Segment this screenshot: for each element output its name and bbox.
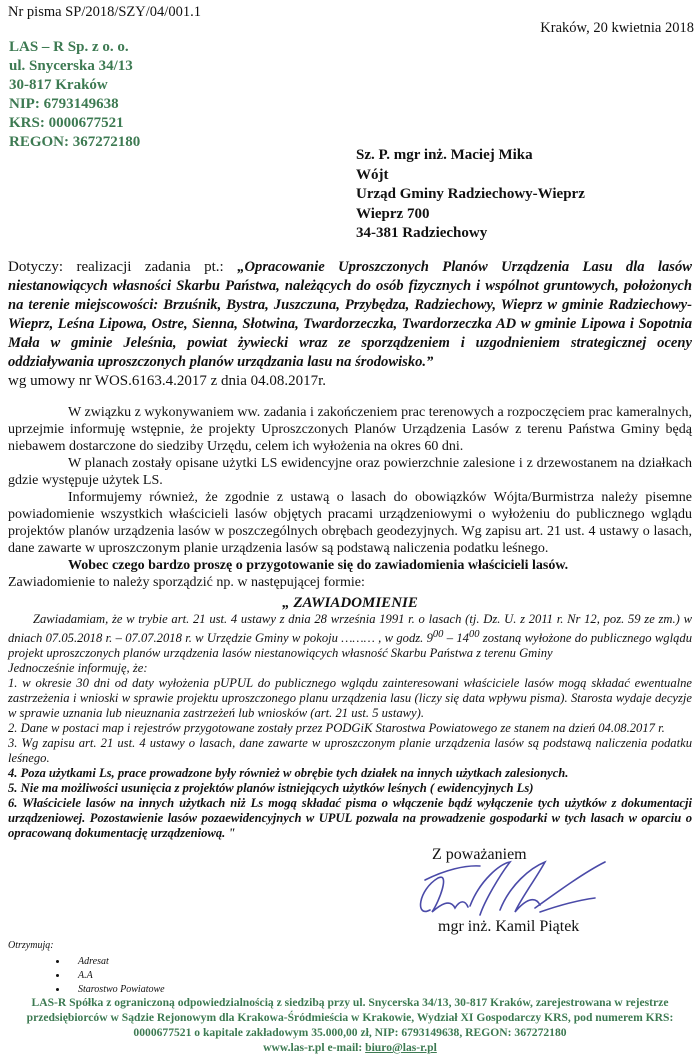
sender-city: 30-817 Kraków: [9, 77, 108, 93]
reference-number: Nr pisma SP/2018/SZY/04/001.1: [8, 4, 201, 20]
body-paragraph-request: Wobec czego bardzo proszę o przygotowanie się do zawiadomienia właścicieli lasów.: [68, 558, 569, 573]
footer-email-link[interactable]: biuro@las-r.pl: [365, 1041, 437, 1054]
hour-from-sup: 00: [432, 629, 444, 640]
recipient-block: [356, 146, 585, 244]
recipient-line-2: Wójt: [356, 166, 389, 183]
recipient-item: • Starostwo Powiatowe: [68, 983, 165, 997]
notice-item-3: 3. Wg zapisu art. 21 ust. 4 ustawy o lasach, dane zawarte w uproszczonym planie urządzenia lasów są podstawą naliczenia podatku leśnego.: [8, 736, 692, 766]
letter-body: [8, 404, 692, 841]
sender-name: LAS – R Sp. z o. o.: [9, 39, 129, 55]
sender-krs: KRS: 0000677521: [9, 115, 124, 131]
notice-template: [8, 612, 692, 841]
recipient-item: • Adresat: [68, 955, 165, 969]
footer-line-3: 0000677521 o kapitale zakładowym 35.000,00 zł, NIP: 6793149638, REGON: 367272180: [133, 1026, 567, 1039]
place-date: Kraków, 20 kwietnia 2018: [540, 20, 694, 36]
footer-line-1: LAS-R Spółka z ograniczoną odpowiedzialnością z siedzibą przy ul. Snycerska 34/13, 30-817 Kraków, zarejestrowana w rejestrze: [31, 996, 669, 1009]
signer-name: mgr inż. Kamil Piątek: [438, 918, 580, 935]
signature-stroke-3: [500, 862, 545, 912]
notice-intro-rest: zostaną wyłożone do publicznego wglądu projekt uproszczonych planów urządzenia lasów niestanowiących własność Skarbu Państwa z terenu Gminy: [8, 631, 692, 661]
recipients-label: Otrzymują:: [8, 940, 54, 951]
notice-item-1: 1. w okresie 30 dni od daty wyłożenia pUPUL do publicznego wglądu zainteresowani właściciele lasów mogą składać ewentualne zastrzeżenia i wnioski w sprawie projektu uproszczonego planu urządzenia lasu (liczy się data wpływu pisma). Starosta wydaje decyzje w sprawie uznania lub nieuznania zastrzeżeń lub wniosków (art. 21 ust. 5 ustawy).: [8, 676, 692, 721]
company-footer: [0, 995, 700, 1055]
notice-intro-text: Zawiadamiam, że w trybie art. 21 ust. 4 ustawy z dnia 28 września 1991 r. o lasach (tj. Dz. U. z 2011 r. Nr 12, poz. 59 ze zm.) w dniach 07.05.2018 r. – 07.07.2018 r. w Urzędzie Gminy w pokoju ……… , w godz. 9: [8, 612, 692, 646]
sender-regon: REGON: 367272180: [9, 134, 141, 150]
body-paragraph-2: W planach zostały opisane użytki LS ewidencyjne oraz powierzchnie zalesione i z drzewostanem na działkach gdzie występuje użytek LS.: [8, 456, 692, 488]
subject-contract: wg umowy nr WOS.6163.4.2017 z dnia 04.08.2017r.: [8, 373, 327, 389]
notice-heading: „ ZAWIADOMIENIE: [282, 595, 418, 611]
footer-line-2: przedsiębiorców w Sądzie Rejonowym dla Krakowa-Śródmieścia w Krakowie, Wydział XI Gospodarczy KRS, pod numerem KRS:: [26, 1011, 674, 1024]
body-paragraph-form-intro: Zawiadomienie to należy sporządzić np. w następującej formie:: [8, 575, 365, 590]
notice-item-5: 5. Nie ma możliwości usunięcia z projektów planów istniejących użytków leśnych ( ewidencyjnych Ls): [8, 781, 534, 796]
recipient-line-4: Wieprz 700: [356, 205, 430, 222]
closing-regards: Z poważaniem: [432, 846, 527, 863]
notice-item-4: 4. Poza użytkami Ls, prace prowadzone były również w obrębie tych działek na innych użytkach zalesionych.: [8, 766, 569, 781]
signature-stroke-1: [421, 877, 468, 912]
recipient-line-1: Sz. P. mgr inż. Maciej Mika: [356, 147, 533, 163]
footer-email-label: e-mail:: [324, 1041, 366, 1054]
signature-stroke-2: [470, 862, 510, 915]
recipient-item: • A.A: [68, 969, 165, 983]
footer-website[interactable]: www.las-r.pl: [263, 1041, 325, 1054]
subject-prefix: Dotyczy: realizacji zadania pt.:: [8, 259, 238, 275]
hour-to-sup: 00: [468, 629, 480, 640]
signature-stroke-6: [425, 866, 480, 880]
notice-also-inform: Jednocześnie informuję, że:: [8, 661, 148, 676]
body-paragraph-1: W związku z wykonywaniem ww. zadania i zakończeniem prac terenowych a rozpoczęciem prac kameralnych, uprzejmie informuję wstępnie, że projekty Uproszczonych Planów Urządzenia Lasów z terenu Państwa Gminy będą niebawem dostarczone do siedziby Urzędu, celem ich wyłożenia na okres 60 dni.: [8, 405, 692, 454]
sender-block: [9, 38, 140, 152]
signature-stroke-4: [535, 862, 605, 908]
footer-contact: [0, 1040, 700, 1055]
notice-item-6: 6. Właściciele lasów na innych użytkach niż Ls mogą składać pisma o włączenie bądź wyłączenie tych użytków z dokumentacji urządzeniowej. Pozostawienie lasów pozaewidencyjnych w UPUL pozwala na prowadzenie gospodarki w tych lasach w oparciu o opracowaną dokumentację urządzeniową. ": [8, 796, 692, 841]
sender-nip: NIP: 6793149638: [9, 96, 119, 112]
sender-street: ul. Snycerska 34/13: [9, 58, 133, 74]
recipient-line-3: Urząd Gminy Radziechowy-Wieprz: [356, 186, 585, 202]
subject-block: [8, 258, 692, 391]
signature-stroke-5: [540, 898, 595, 912]
recipient-line-5: 34-381 Radziechowy: [356, 225, 488, 241]
recipients-list: [8, 940, 165, 997]
notice-intro-dash: – 14: [443, 631, 469, 646]
body-paragraph-3: Informujemy również, że zgodnie z ustawą o lasach do obowiązków Wójta/Burmistrza należy pisemne powiadomienie wszystkich właścicieli lasów objętych pracami urządzeniowymi o wyłożeniu do publicznego wglądu projektów planów urządzenia lasów w poszczególnych obrębach geodezyjnych. Wg zapisu art. 21 ust. 4 ustawy o lasach, dane zawarte w uproszczonym planie urządzenia lasów są podstawą naliczenia podatku leśnego.: [8, 490, 692, 556]
notice-intro: [8, 612, 692, 661]
subject-title: „Opracowanie Uproszczonych Planów Urządzenia Lasu dla lasów niestanowiących własności Skarbu Państwa, należących do osób fizycznych i wspólnot gruntowych, położonych na terenie miejscowości: Brzuśnik, Bystra, Juszczuna, Przybędza, Radziechowy, Wieprz w gminie Radziechowy-Wieprz, Leśna Lipowa, Ostre, Sienna, Słotwina, Twardorzeczka, Twardorzeczka AD w gminie Lipowa i Sopotnia Mała w gminie Jeleśnia, powiat żywiecki wraz ze sporządzeniem i uzgodnieniem strategicznej oceny oddziaływania uproszczonych planów urządzania lasu na środowisko.”: [8, 259, 692, 370]
notice-item-2: 2. Dane w postaci map i rejestrów przygotowane zostały przez PODGiK Starostwa Powiatowego ze stanem na dzień 04.08.2017 r.: [8, 721, 665, 736]
signature-icon: [410, 860, 610, 922]
